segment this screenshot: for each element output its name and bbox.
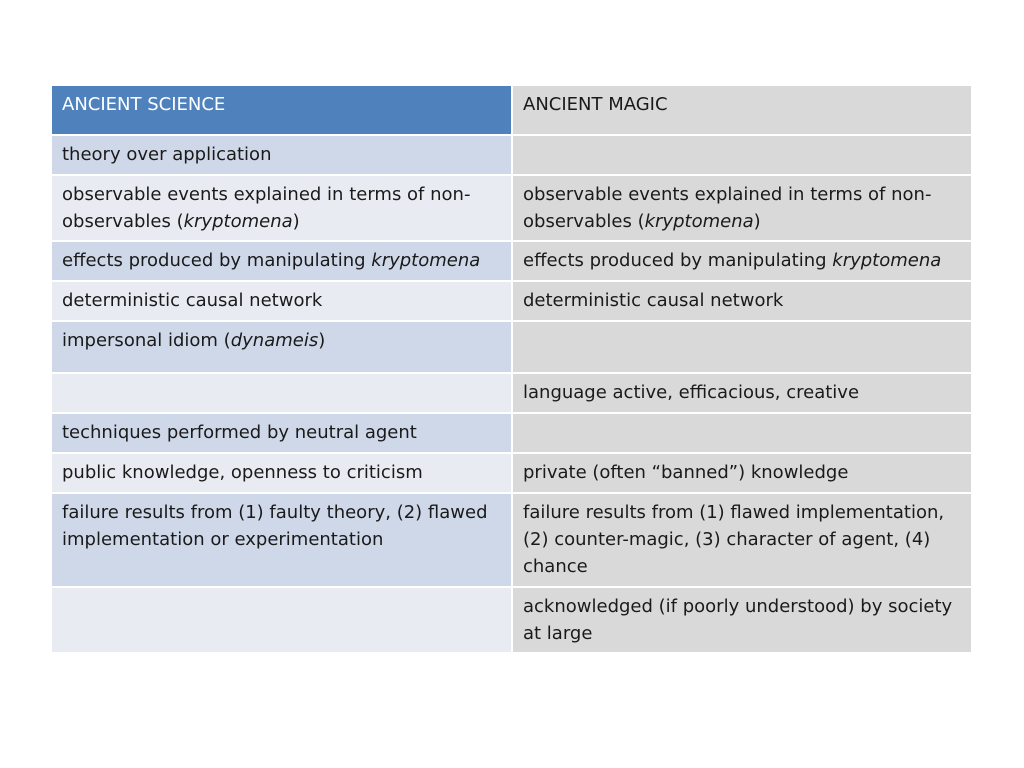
table-row	[52, 493, 972, 587]
table-row	[52, 453, 972, 493]
cell-text: deterministic causal network	[62, 290, 323, 311]
cell-text: theory over application	[62, 144, 272, 165]
cell-italic-term: kryptomena	[183, 211, 293, 232]
science-cell	[52, 241, 512, 281]
cell-text: language active, efficacious, creative	[523, 382, 860, 403]
magic-cell	[512, 281, 972, 321]
science-cell	[52, 281, 512, 321]
magic-cell	[512, 373, 972, 413]
table-row	[52, 587, 972, 653]
cell-italic-term: kryptomena	[832, 250, 942, 271]
cell-text: effects produced by manipulating	[62, 250, 372, 271]
magic-cell	[512, 241, 972, 281]
table-row	[52, 175, 972, 241]
magic-cell	[512, 453, 972, 493]
cell-italic-term: kryptomena	[371, 250, 481, 271]
cell-text: private (often “banned”) knowledge	[523, 462, 849, 483]
science-cell	[52, 587, 512, 653]
magic-cell	[512, 135, 972, 175]
magic-cell	[512, 175, 972, 241]
ancient-science-header: ANCIENT SCIENCE	[52, 86, 512, 135]
magic-cell	[512, 493, 972, 587]
cell-text: observable events explained in terms of non-observables (	[523, 184, 932, 232]
science-cell	[52, 135, 512, 175]
science-cell	[52, 175, 512, 241]
cell-text-suffix: )	[753, 211, 761, 232]
cell-text: acknowledged (if poorly understood) by society at large	[523, 596, 953, 644]
cell-text: impersonal idiom (	[62, 330, 231, 351]
magic-cell	[512, 413, 972, 453]
cell-italic-term: dynameis	[230, 330, 319, 351]
science-cell	[52, 321, 512, 373]
cell-text: public knowledge, openness to criticism	[62, 462, 423, 483]
cell-text-suffix: )	[318, 330, 326, 351]
table-row	[52, 281, 972, 321]
table-row	[52, 413, 972, 453]
magic-cell	[512, 587, 972, 653]
comparison-table	[52, 86, 973, 654]
cell-text: failure results from (1) faulty theory, (2) flawed implementation or experimentation	[62, 502, 488, 550]
ancient-magic-header: ANCIENT MAGIC	[512, 86, 972, 135]
table-body	[52, 135, 972, 653]
cell-text: deterministic causal network	[523, 290, 784, 311]
table-row	[52, 373, 972, 413]
science-cell	[52, 493, 512, 587]
cell-text: effects produced by manipulating	[523, 250, 833, 271]
magic-cell	[512, 321, 972, 373]
cell-italic-term: kryptomena	[644, 211, 754, 232]
header-row	[52, 86, 972, 135]
cell-text-suffix: )	[292, 211, 300, 232]
cell-text: failure results from (1) flawed implementation, (2) counter-magic, (3) character of agent, (4) chance	[523, 502, 945, 577]
cell-text: techniques performed by neutral agent	[62, 422, 417, 443]
table-row	[52, 241, 972, 281]
science-cell	[52, 373, 512, 413]
science-cell	[52, 453, 512, 493]
cell-text: observable events explained in terms of non-observables (	[62, 184, 471, 232]
table-row	[52, 135, 972, 175]
table-row	[52, 321, 972, 373]
science-cell	[52, 413, 512, 453]
